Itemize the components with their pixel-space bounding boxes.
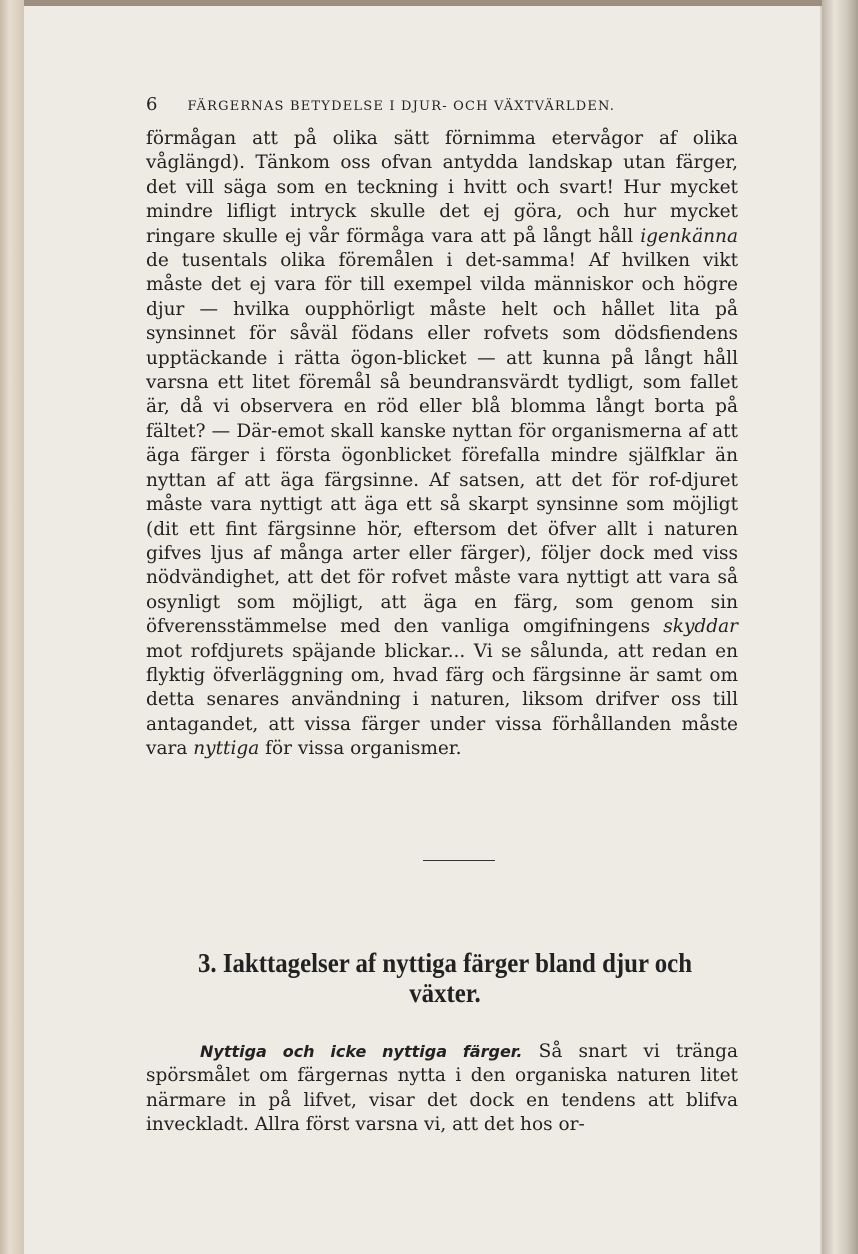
section-heading: 3. Iakttagelser af nyttiga färger bland djur och växter. bbox=[197, 948, 693, 1008]
section-text: Så snart vi tränga spörsmålet om färgernas nytta i den organiska naturen litet närmare in på lifvet, visar det dock en tendens att blifva inveckladt. Allra först varsna vi, att det hos or- bbox=[146, 1041, 738, 1136]
emphasis-igenkanna: igenkänna bbox=[640, 225, 738, 247]
book-page-edges bbox=[822, 0, 858, 1254]
body-text: för vissa organismer. bbox=[259, 738, 462, 760]
page-number: 6 bbox=[146, 94, 158, 115]
paragraph-lead: Nyttiga och icke nyttiga färger. bbox=[200, 1042, 523, 1061]
body-paragraph bbox=[146, 127, 738, 762]
emphasis-nyttiga: nyttiga bbox=[193, 738, 260, 760]
emphasis-skyddar: skyddar bbox=[663, 616, 738, 638]
running-title: FÄRGERNAS BETYDELSE I DJUR- OCH VÄXTVÄRLDEN. bbox=[187, 99, 616, 114]
running-header bbox=[146, 94, 706, 115]
body-text: förmågan att på olika sätt förnimma etervågor af olika våglängd). Tänkom oss ofvan antydda landskap utan färger, det vill säga som en teckning i hvitt och svart! Hur mycket mindre lifligt intryck skulle det ej göra, och hur mycket ringare skulle ej vår förmåga vara att på långt håll bbox=[146, 128, 738, 247]
book-gutter bbox=[0, 0, 24, 1254]
section-paragraph bbox=[146, 1040, 738, 1138]
body-text: mot rofdjurets späjande blickar... Vi se sålunda, att redan en flyktig öfverläggning om, hvad färg och färgsinne är samt om detta senares användning i naturen, liksom drifver oss till antagandet, att vissa färger under vissa förhållanden måste vara bbox=[146, 640, 738, 760]
body-text: de tusentals olika föremålen i det-samma! Af hvilken vikt måste det ej vara för till exempel vilda människor och högre djur — hvilka oupphörligt måste helt och hållet lita på synsinnet för såväl födans eller rofvets som dödsfiendens upptäckande i rätta ögon-blicket — att kunna på långt håll varsna ett litet föremål så beundransvärdt tydligt, som fallet är, då vi observera en röd eller blå blomma långt borta på fältet? — Där-emot skall kanske nyttan för organismerna af att äga färger i första ögonblicket förefalla mindre själfklar än nyttan af att äga färgsinne. Af satsen, att det för rof-djuret måste vara nyttigt att äga ett så skarpt synsinne som möjligt (dit ett fint färgsinne hör, eftersom det öfver allt i naturen gifves ljus af många arter eller färger), följer dock med viss nödvändighet, att det för rofvet måste vara nyttigt att vara så osynligt som möjligt, att äga en färg, som genom sin öfverensstämmelse med den vanliga omgifningens bbox=[146, 250, 738, 638]
section-divider bbox=[423, 860, 495, 861]
